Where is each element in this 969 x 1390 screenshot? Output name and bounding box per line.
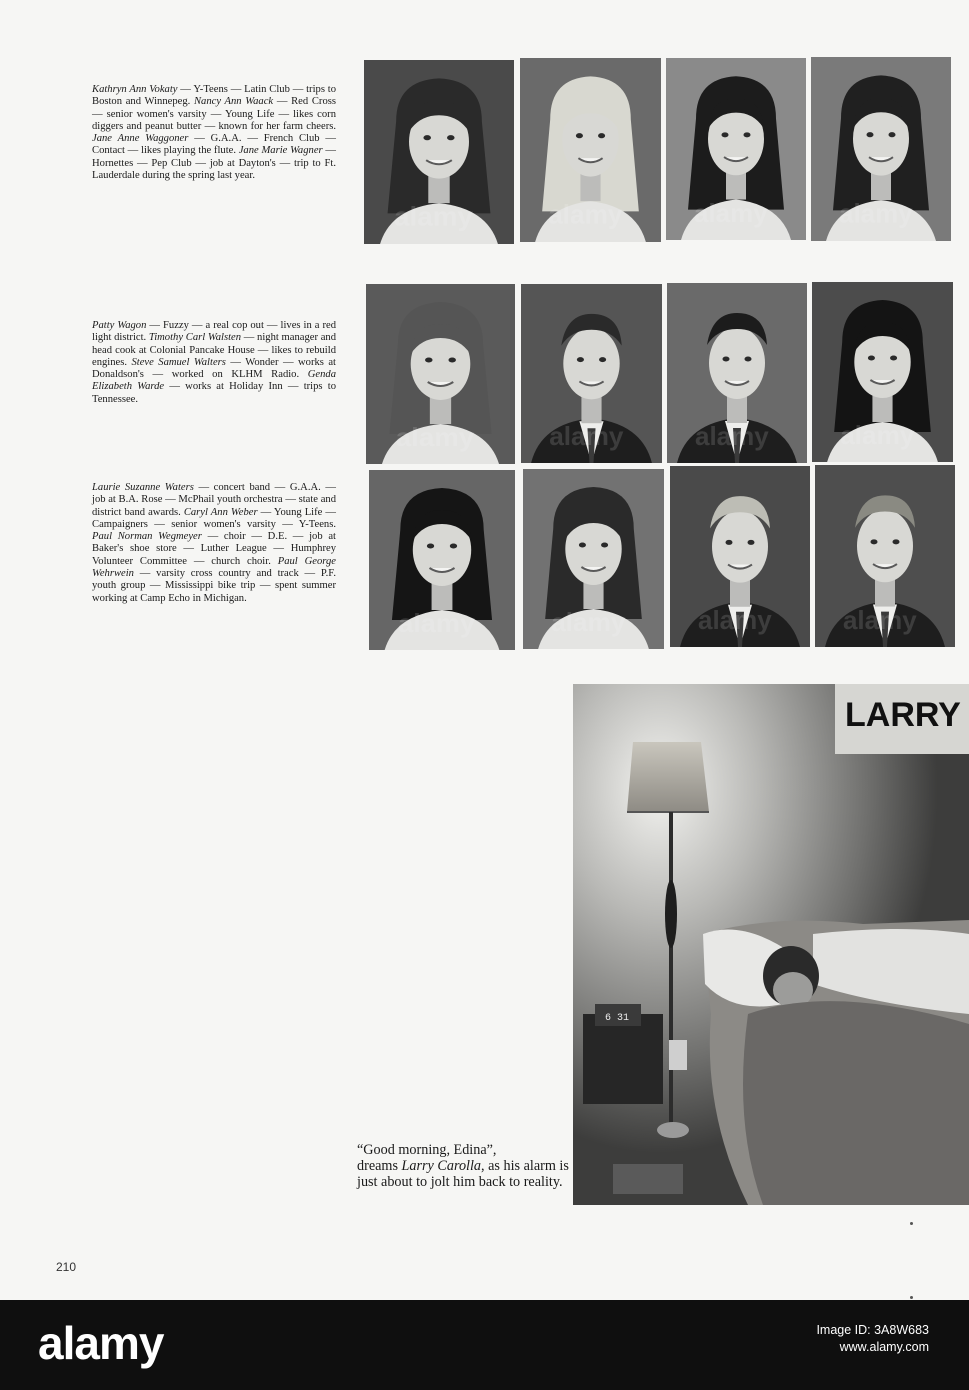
- senior-activities: — Young Life — Campaigners — senior women's varsity — Y-Teens.: [92, 506, 336, 530]
- senior-name: Timothy Carl Walsten: [148, 332, 242, 344]
- watermark-alamy: alamy: [695, 421, 769, 451]
- senior-name: Genda Elizabeth Warde: [92, 369, 336, 393]
- photo-caption: [357, 1142, 577, 1190]
- watermark-alamy: alamy: [394, 201, 473, 232]
- watermark-alamy: alamy: [694, 197, 768, 228]
- portrait-walters: [667, 283, 807, 463]
- alamy-logo: alamy: [38, 1317, 164, 1369]
- senior-name: Nancy Ann Waack: [193, 96, 274, 108]
- speck: [910, 1222, 913, 1225]
- portrait-vokaty: [364, 60, 514, 244]
- senior-blurb-1: [92, 84, 336, 182]
- bedroom-photo: [573, 684, 969, 1205]
- watermark-alamy: alamy: [840, 420, 915, 450]
- portrait-waters: [369, 470, 515, 650]
- portrait-waack: [520, 58, 661, 242]
- image-id-block: [816, 1322, 929, 1356]
- senior-name: Paul Norman Wegmeyer: [92, 531, 202, 543]
- senior-activities: — works at Holiday Inn — trips to Tennessee.: [92, 381, 336, 405]
- portrait-waggoner: [666, 58, 806, 240]
- senior-name: Jane Anne Waggoner: [92, 133, 189, 145]
- senior-activities: — varsity cross country and track — P.F. youth group — Mississippi bike trip — spent summer working at Camp Echo in Michigan.: [92, 568, 336, 604]
- portrait-wehrwein: [815, 465, 955, 647]
- senior-activities: — choir — D.E. — job at Baker's shoe store — Luther League — Humphrey Volunteer Committee — church choir.: [92, 531, 336, 567]
- caption-name: Larry Carolla: [401, 1158, 482, 1174]
- image-id: Image ID: 3A8W683: [816, 1323, 929, 1337]
- caption-rest: , as his alarm is just about to jolt him back to reality.: [357, 1158, 569, 1190]
- senior-activities: — Hornettes — Pep Club — job at Dayton's — trip to Ft. Lauderdale during the spring last year.: [92, 145, 336, 182]
- portrait-weber: [523, 469, 664, 649]
- senior-activities: — concert band — G.A.A. — job at B.A. Rose — McPhail youth orchestra — state and district band awards.: [92, 482, 336, 518]
- senior-activities: — G.A.A. — French Club — Contact — likes playing the flute.: [92, 133, 336, 157]
- watermark-alamy: alamy: [551, 607, 626, 637]
- senior-name: Kathryn Ann Vokaty: [92, 84, 178, 95]
- watermark-alamy: alamy: [548, 199, 623, 230]
- caption-mid: dreams: [357, 1158, 402, 1174]
- stock-footer: [0, 1300, 969, 1390]
- senior-name: Patty Wagon: [92, 320, 147, 331]
- senior-blurb-2: [92, 320, 336, 406]
- image-url: www.alamy.com: [839, 1340, 929, 1354]
- senior-blurb-3: [92, 482, 336, 605]
- senior-activities: — Y-Teens — Latin Club — trips to Boston and Winnepeg.: [92, 84, 337, 108]
- speck: [910, 1296, 913, 1299]
- portrait-walsten: [521, 284, 662, 463]
- senior-name: Laurie Suzanne Waters: [92, 482, 194, 493]
- senior-activities: — night manager and head cook at Colonial Pancake House — likes to rebuild engines.: [92, 332, 336, 368]
- senior-activities: — Fuzzy — a real cop out — lives in a red light district.: [92, 320, 336, 344]
- watermark-alamy: alamy: [843, 604, 917, 635]
- portrait-warde: [812, 282, 953, 462]
- senior-activities: — Red Cross — senior women's varsity — Young Life — likes corn diggers and peanut butter — known for her farm cheers.: [92, 96, 336, 132]
- banner-larry: LARRY: [845, 696, 961, 734]
- senior-activities: — Wonder — works at Donaldson's — worked on KLHM Radio.: [92, 356, 336, 381]
- watermark-alamy: alamy: [549, 421, 624, 452]
- page-number: 210: [56, 1260, 77, 1274]
- senior-name: Paul George Wehrwein: [92, 555, 336, 580]
- portrait-wegmeyer: [670, 466, 810, 647]
- senior-name: Steve Samuel Walters: [131, 356, 226, 368]
- watermark-alamy: alamy: [698, 604, 772, 635]
- clock-digits: 6 31: [605, 1013, 630, 1024]
- watermark-alamy: alamy: [839, 198, 913, 229]
- caption-quote: “Good morning, Edina”,: [357, 1142, 497, 1158]
- senior-name: Caryl Ann Weber: [183, 506, 258, 518]
- portrait-wagon: [366, 284, 515, 464]
- portrait-wagner: [811, 57, 951, 241]
- senior-name: Jane Marie Wagner: [238, 145, 323, 157]
- watermark-alamy: alamy: [398, 608, 476, 638]
- watermark-alamy: alamy: [395, 422, 475, 452]
